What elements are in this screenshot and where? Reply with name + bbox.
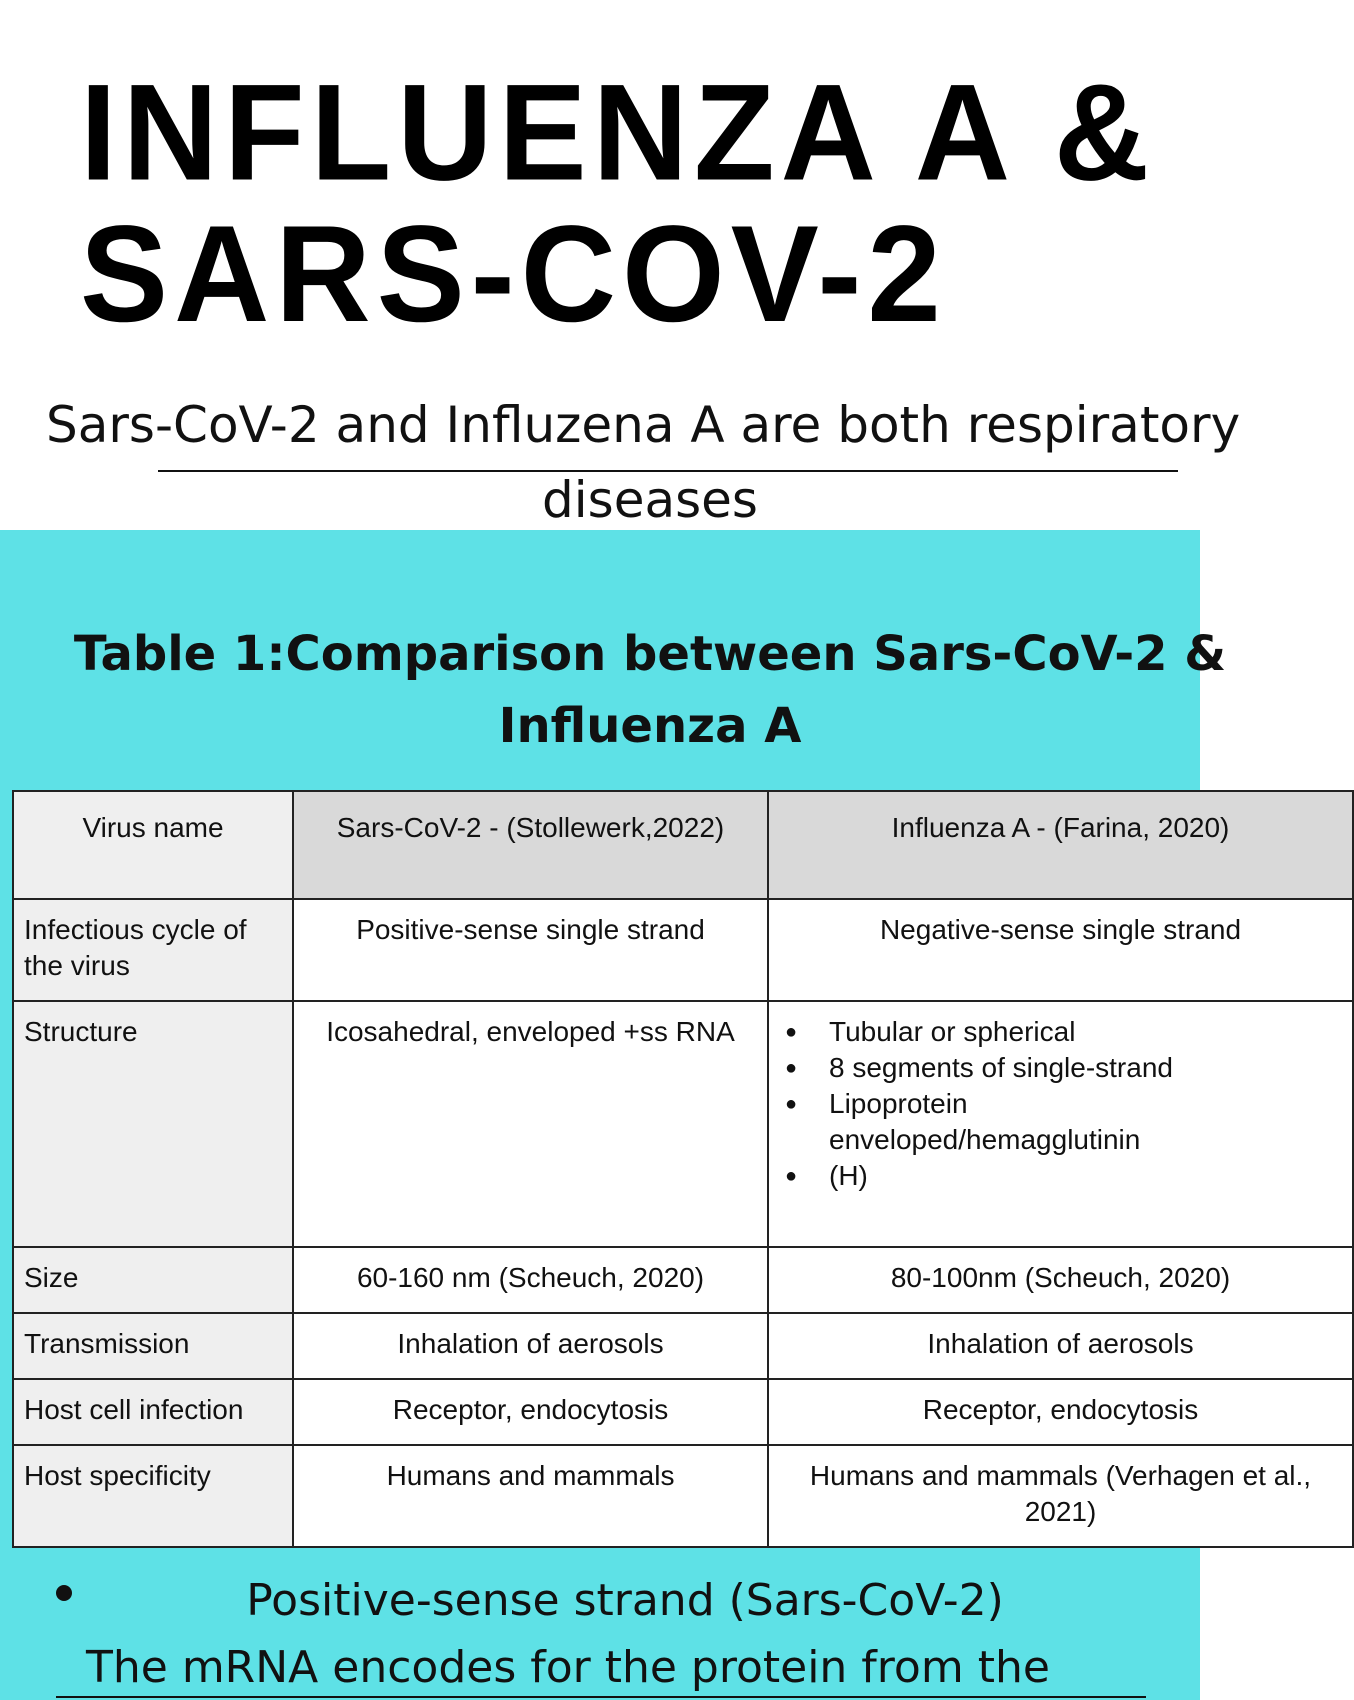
comparison-table bbox=[12, 790, 1354, 1548]
title-line-2: SARS-COV-2 bbox=[80, 197, 947, 351]
cell-sars-structure: Icosahedral, enveloped +ss RNA bbox=[293, 1001, 768, 1247]
list-item: ● Lipoprotein bbox=[829, 1086, 1342, 1122]
cell-sars-host-cell-infection: Receptor, endocytosis bbox=[293, 1379, 768, 1445]
list-item: enveloped/hemagglutinin bbox=[829, 1124, 1141, 1155]
table-caption bbox=[0, 618, 1300, 762]
row-label-host-cell-infection: Host cell infection bbox=[13, 1379, 293, 1445]
row-label-transmission: Transmission bbox=[13, 1313, 293, 1379]
cell-flu-transmission: Inhalation of aerosols bbox=[768, 1313, 1353, 1379]
cell-sars-transmission: Inhalation of aerosols bbox=[293, 1313, 768, 1379]
cell-flu-size: 80-100nm (Scheuch, 2020) bbox=[768, 1247, 1353, 1313]
cell-flu-structure bbox=[768, 1001, 1353, 1247]
intro-line-2: diseases bbox=[542, 471, 758, 529]
table-caption-line-2: Influenza A bbox=[498, 698, 802, 754]
table-header-row bbox=[13, 791, 1353, 899]
cell-flu-infectious-cycle: Negative-sense single strand bbox=[768, 899, 1353, 1001]
row-label-infectious-cycle: Infectious cycle of the virus bbox=[13, 899, 293, 1001]
bullet-text: Positive-sense strand (Sars-CoV-2) bbox=[246, 1575, 1004, 1626]
cell-sars-host-specificity: Humans and mammals bbox=[293, 1445, 768, 1547]
row-label-size: Size bbox=[13, 1247, 293, 1313]
page-title bbox=[80, 55, 1156, 351]
title-line-1: INFLUENZA A & bbox=[80, 55, 1156, 209]
header-sars: Sars-CoV-2 - (Stollewerk,2022) bbox=[293, 791, 768, 899]
header-virus-name: Virus name bbox=[13, 791, 293, 899]
table-row bbox=[13, 1247, 1353, 1313]
body-underline bbox=[56, 1696, 1146, 1698]
row-label-structure: Structure bbox=[13, 1001, 293, 1247]
intro-line-1: Sars-CoV-2 and Influzena A are both respiratory bbox=[46, 396, 1241, 454]
row-label-host-specificity: Host specificity bbox=[13, 1445, 293, 1547]
table-row bbox=[13, 899, 1353, 1001]
body-text: The mRNA encodes for the protein from the bbox=[86, 1642, 1050, 1693]
list-item: ● Tubular or spherical bbox=[829, 1014, 1342, 1050]
table-row bbox=[13, 1313, 1353, 1379]
flu-structure-list bbox=[829, 1014, 1342, 1194]
cell-flu-host-specificity: Humans and mammals (Verhagen et al., 2021) bbox=[768, 1445, 1353, 1547]
list-item: ● 8 segments of single-strand bbox=[829, 1050, 1342, 1086]
table-row bbox=[13, 1379, 1353, 1445]
table-caption-line-1: Table 1:Comparison between Sars-CoV-2 & bbox=[73, 626, 1227, 682]
table-row bbox=[13, 1001, 1353, 1247]
table-row bbox=[13, 1445, 1353, 1547]
cell-sars-size: 60-160 nm (Scheuch, 2020) bbox=[293, 1247, 768, 1313]
cell-sars-infectious-cycle: Positive-sense single strand bbox=[293, 899, 768, 1001]
cell-flu-host-cell-infection: Receptor, endocytosis bbox=[768, 1379, 1353, 1445]
header-influenza: Influenza A - (Farina, 2020) bbox=[768, 791, 1353, 899]
list-item: ● (H) bbox=[829, 1158, 1342, 1194]
